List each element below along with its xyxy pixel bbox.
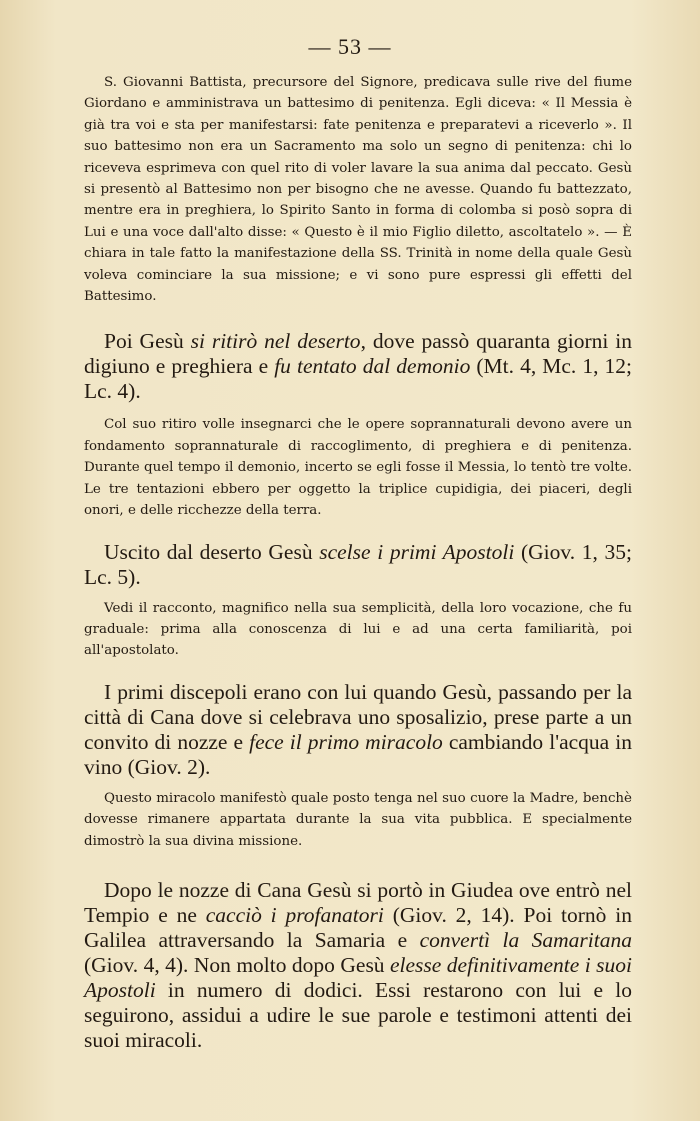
italic-phrase: cacciò i profanatori [205, 902, 384, 927]
page-body [84, 70, 632, 1053]
paragraph-temptations [84, 414, 632, 521]
text-run: cambiando l'acqua in vino (Giov. 2). [84, 729, 632, 779]
paragraph-vocation [84, 598, 632, 662]
text-run: Poi Gesù [104, 329, 191, 354]
italic-phrase: si ritirò nel deserto [190, 329, 361, 354]
paragraph-baptism [84, 72, 632, 307]
italic-phrase: elesse definitivamente i suoi Apostoli [84, 952, 632, 1002]
text-run: (Giov. 2, 14). Poi tornò in Galilea attraversando la Samaria e [84, 902, 632, 952]
text-run: Uscito dal deserto Gesù [104, 539, 320, 564]
paragraph-cana [84, 680, 632, 780]
text-run: in numero di dodici. Essi restarono con lui e lo seguirono, assidui a udire le sue parole e testimoni attenti dei suoi miracoli. [84, 977, 632, 1052]
text-run: , dove passò quaranta giorni in digiuno e preghiera e [84, 329, 632, 379]
text-run: S. Giovanni Battista, precursore del Signore, predicava sulle rive del fiume Giordano e amministrava un battesimo di penitenza. Egli diceva: « Il Messia è già tra voi e sta per manifestarsi: fate penitenza e preparatevi a riceverlo ». Il suo battesimo non era un Sacramento ma solo un segno di penitenza: chi lo riceveva esprimeva con quel rito di voler lavare la sua anima dal peccato. Gesù si presentò al Battesimo non per bisogno che ne avesse. Quando fu battezzato, mentre era in preghiera, lo Spirito Santo in forma di colomba si posò sopra di Lui e una voce dall'alto disse: « Questo è il mio Figlio diletto, ascoltatelo ». — È chiara in tale fatto la manifestazione della SS. Trinità in nome della quale Gesù voleva cominciare la sua missione; e vi sono pure espressi gli effetti del Battesimo. [84, 75, 632, 305]
italic-phrase: fu tentato dal demonio [274, 354, 471, 379]
italic-phrase: scelse i primi Apostoli [319, 539, 515, 564]
italic-phrase: fece il primo miracolo [249, 729, 443, 754]
paragraph-judea [84, 878, 632, 1053]
text-run: Vedi il racconto, magnifico nella sua semplicità, della loro vocazione, che fu graduale: prima alla conoscenza di lui e ad una certa familiarità, poi all'apostolato. [84, 600, 632, 659]
italic-phrase: convertì la Samaritana [419, 927, 632, 952]
page-number: — 53 — [308, 34, 392, 59]
text-run: Dopo le nozze di Cana Gesù si portò in Giudea ove entrò nel Tempio e ne [84, 877, 632, 927]
paragraph-miracle [84, 788, 632, 852]
text-run: (Mt. 4, Mc. 1, 12; Lc. 4). [84, 354, 633, 404]
text-run: I primi discepoli erano con lui quando Gesù, passando per la città di Cana dove si celebrava uno sposalizio, prese parte a un convito di nozze e [84, 679, 632, 754]
text-run: (Giov. 4, 4). Non molto dopo Gesù [84, 952, 390, 977]
paragraph-desert [84, 329, 632, 404]
paragraph-apostles [84, 540, 632, 590]
text-run: (Giov. 1, 35; Lc. 5). [84, 539, 632, 589]
text-run: Col suo ritiro volle insegnarci che le opere soprannaturali devono avere un fondamento soprannaturale di raccoglimento, di preghiera e di penitenza. Durante quel tempo il demonio, incerto se egli fosse il Messia, lo tentò tre volte. Le tre tentazioni ebbero per oggetto la triplice cupidigia, dei piaceri, degli onori, e delle ricchezze della terra. [84, 417, 632, 519]
text-run: Questo miracolo manifestò quale posto tenga nel suo cuore la Madre, benchè dovesse rimanere appartata durante la sua vita pubblica. E specialmente dimostrò la sua divina missione. [84, 790, 632, 849]
